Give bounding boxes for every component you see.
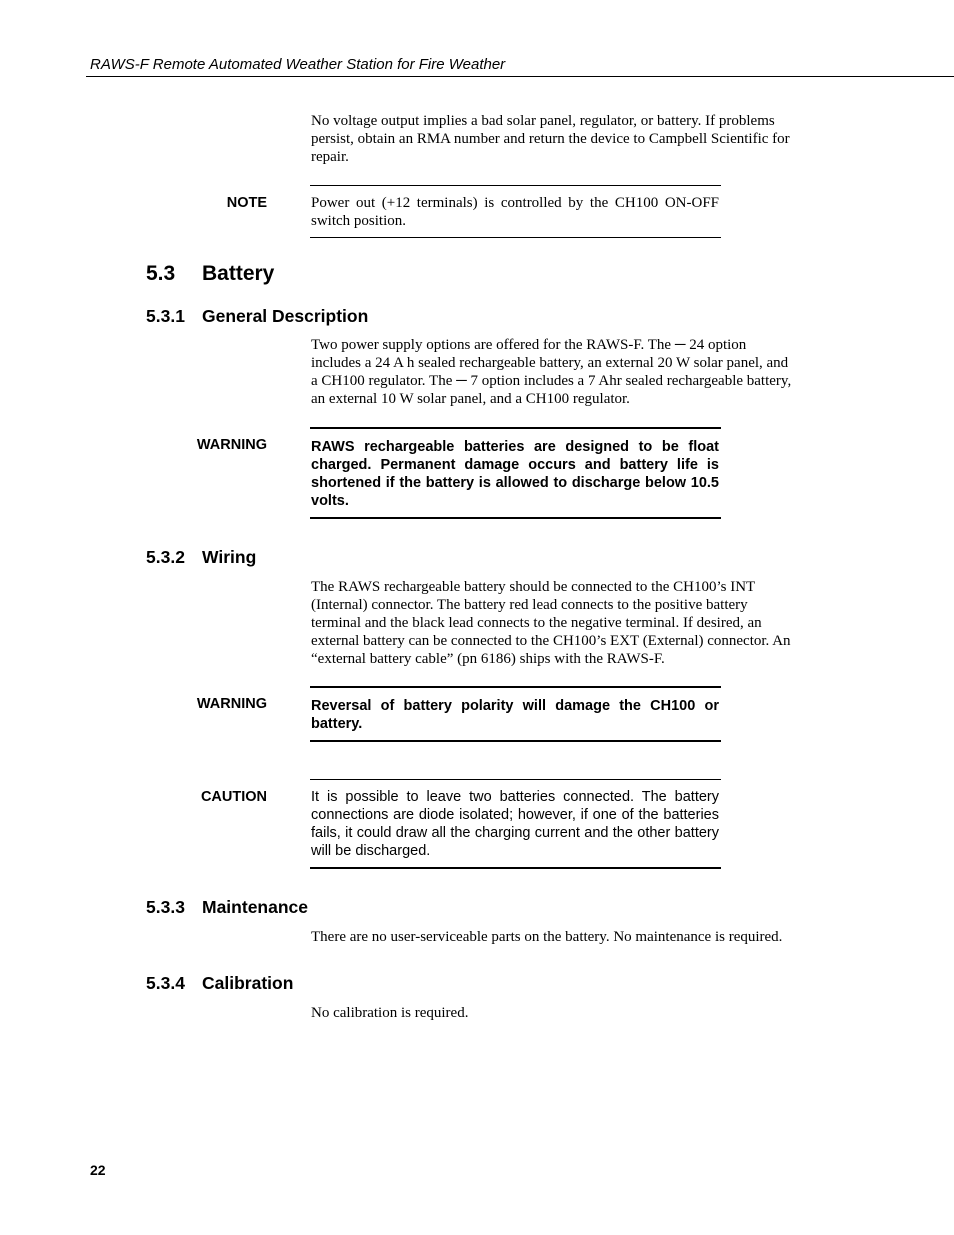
subsection-heading-general [146, 306, 368, 327]
section-number: 5.3 [146, 262, 176, 285]
subsection-number: 5.3.2 [146, 547, 185, 567]
warning-text: RAWS rechargeable batteries are designed to be float charged. Permanent damage occurs and battery life is shortened if the battery is allowed to discharge below 10.5 volts. [311, 439, 719, 509]
general-paragraph: Two power supply options are offered for the RAWS-F. The ─ 24 option includes a 24 A h sealed rechargeable battery, an external 20 W solar panel, and a CH100 regulator. The ─ 7 option includes a 7 Ahr sealed rechargeable battery, an external 10 W solar panel, and a CH100 regulator. [311, 337, 792, 407]
subsection-heading-maintenance [146, 897, 308, 918]
intro-paragraph: No voltage output implies a bad solar panel, regulator, or battery. If problems persist, obtain an RMA number and return the device to Campbell Scientific for repair. [311, 113, 790, 165]
warning-label: WARNING [196, 437, 267, 453]
caution-label: CAUTION [200, 789, 267, 805]
note-box [310, 185, 721, 238]
warning-box [310, 427, 721, 519]
warning-text: Reversal of battery polarity will damage the CH100 or battery. [311, 698, 719, 732]
header-rule [86, 76, 954, 77]
subsection-number: 5.3.1 [146, 306, 185, 326]
page-number: 22 [90, 1162, 106, 1178]
warning-box [310, 686, 721, 742]
subsection-heading-calibration [146, 973, 293, 994]
warning-label: WARNING [196, 696, 267, 712]
note-text: Power out (+12 terminals) is controlled by the CH100 ON-OFF switch position. [311, 195, 719, 229]
subsection-title: Calibration [202, 973, 294, 993]
maintenance-paragraph: There are no user-serviceable parts on the battery. No maintenance is required. [311, 929, 783, 945]
subsection-number: 5.3.4 [146, 973, 185, 993]
subsection-heading-wiring [146, 547, 256, 568]
calibration-paragraph: No calibration is required. [311, 1005, 469, 1021]
subsection-title: Wiring [202, 547, 257, 567]
subsection-title: Maintenance [202, 897, 308, 917]
caution-box [310, 779, 721, 869]
section-heading [146, 262, 274, 286]
subsection-title: General Description [202, 306, 369, 326]
note-label: NOTE [226, 195, 267, 211]
section-title: Battery [202, 262, 275, 285]
running-header: RAWS-F Remote Automated Weather Station for Fire Weather [90, 56, 506, 73]
subsection-number: 5.3.3 [146, 897, 185, 917]
caution-text: It is possible to leave two batteries connected. The battery connections are diode isolated; however, if one of the batteries fails, it could draw all the charging current and the other battery will be discharged. [311, 789, 719, 859]
wiring-paragraph: The RAWS rechargeable battery should be connected to the CH100’s INT (Internal) connector. The battery red lead connects to the positive battery terminal and the black lead connects to the negative terminal. If desired, an external battery can be connected to the CH100’s EXT (External) connector. An “external battery cable” (pn 6186) ships with the RAWS-F. [311, 579, 791, 667]
